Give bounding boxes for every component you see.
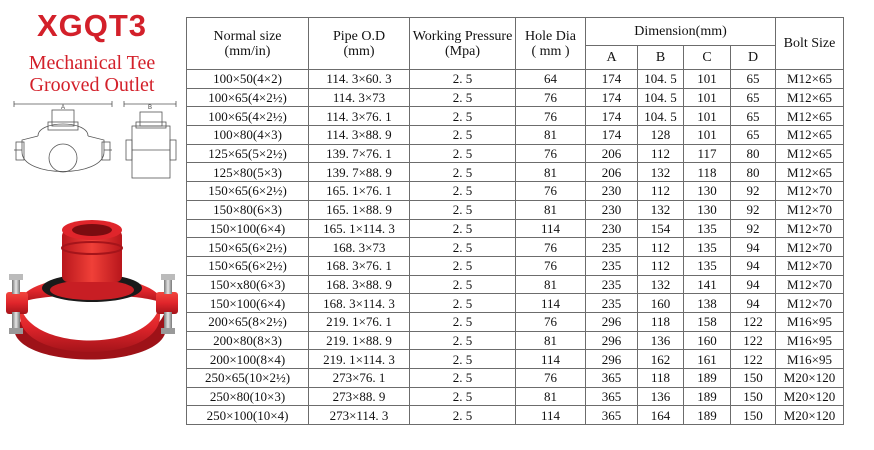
cell-dim-b: 112 (638, 182, 684, 201)
cell-dim-c: 130 (684, 200, 731, 219)
table-row (187, 294, 844, 313)
table-row (187, 369, 844, 388)
header-dim-d: D (731, 46, 776, 70)
cell-working-pressure: 2. 5 (410, 256, 516, 275)
cell-pipe-od: 273×114. 3 (309, 406, 410, 425)
header-normal-size: Normal size (mm/in) (187, 18, 309, 70)
cell-dim-a: 296 (586, 312, 638, 331)
cell-pipe-od: 168. 3×76. 1 (309, 256, 410, 275)
cell-dim-d: 122 (731, 312, 776, 331)
cell-dim-a: 235 (586, 256, 638, 275)
cell-hole-dia: 81 (516, 163, 586, 182)
cell-dim-b: 118 (638, 312, 684, 331)
cell-dim-b: 162 (638, 350, 684, 369)
cell-hole-dia: 76 (516, 312, 586, 331)
cell-normal-size: 100×50(4×2) (187, 70, 309, 89)
cell-working-pressure: 2. 5 (410, 219, 516, 238)
cell-dim-d: 94 (731, 238, 776, 257)
cell-dim-a: 174 (586, 126, 638, 145)
cell-dim-d: 92 (731, 219, 776, 238)
specification-rows (187, 70, 844, 425)
cell-dim-a: 174 (586, 107, 638, 126)
cell-bolt-size: M16×95 (776, 350, 844, 369)
cell-dim-c: 101 (684, 107, 731, 126)
cell-dim-c: 101 (684, 88, 731, 107)
cell-hole-dia: 76 (516, 88, 586, 107)
cell-dim-d: 65 (731, 107, 776, 126)
cell-dim-d: 65 (731, 88, 776, 107)
cell-hole-dia: 81 (516, 200, 586, 219)
table-row (187, 331, 844, 350)
cell-dim-c: 161 (684, 350, 731, 369)
cell-working-pressure: 2. 5 (410, 163, 516, 182)
technical-drawing (8, 100, 184, 190)
cell-dim-b: 118 (638, 369, 684, 388)
cell-pipe-od: 219. 1×114. 3 (309, 350, 410, 369)
cell-hole-dia: 76 (516, 144, 586, 163)
cell-normal-size: 200×100(8×4) (187, 350, 309, 369)
cell-normal-size: 100×80(4×3) (187, 126, 309, 145)
cell-dim-d: 122 (731, 331, 776, 350)
cell-pipe-od: 114. 3×88. 9 (309, 126, 410, 145)
cell-normal-size: 150×65(6×2½) (187, 256, 309, 275)
cell-hole-dia: 114 (516, 406, 586, 425)
cell-dim-d: 150 (731, 406, 776, 425)
cell-bolt-size: M20×120 (776, 406, 844, 425)
cell-pipe-od: 165. 1×114. 3 (309, 219, 410, 238)
cell-dim-d: 92 (731, 200, 776, 219)
cell-dim-c: 135 (684, 238, 731, 257)
header-dim-c: C (684, 46, 731, 70)
table-row (187, 144, 844, 163)
cell-bolt-size: M12×70 (776, 182, 844, 201)
cell-working-pressure: 2. 5 (410, 294, 516, 313)
cell-bolt-size: M16×95 (776, 331, 844, 350)
cell-bolt-size: M12×70 (776, 219, 844, 238)
cell-dim-d: 94 (731, 275, 776, 294)
cell-bolt-size: M12×70 (776, 256, 844, 275)
cell-dim-a: 174 (586, 70, 638, 89)
table-row (187, 387, 844, 406)
cell-hole-dia: 81 (516, 275, 586, 294)
header-bolt-size: Bolt Size (776, 18, 844, 70)
model-code: XGQT3 (36, 8, 148, 43)
product-photo (6, 208, 178, 372)
header-hole-dia: Hole Dia ( mm ) (516, 18, 586, 70)
cell-dim-b: 112 (638, 144, 684, 163)
cell-dim-a: 365 (586, 406, 638, 425)
cell-dim-a: 206 (586, 163, 638, 182)
cell-dim-d: 94 (731, 256, 776, 275)
cell-pipe-od: 219. 1×88. 9 (309, 331, 410, 350)
cell-hole-dia: 81 (516, 331, 586, 350)
cell-bolt-size: M12×65 (776, 126, 844, 145)
cell-bolt-size: M12×65 (776, 88, 844, 107)
cell-normal-size: 125×80(5×3) (187, 163, 309, 182)
cell-pipe-od: 114. 3×60. 3 (309, 70, 410, 89)
cell-dim-b: 160 (638, 294, 684, 313)
cell-dim-c: 130 (684, 182, 731, 201)
table-row (187, 182, 844, 201)
cell-bolt-size: M12×65 (776, 70, 844, 89)
cell-hole-dia: 64 (516, 70, 586, 89)
cell-dim-a: 230 (586, 182, 638, 201)
cell-dim-d: 65 (731, 70, 776, 89)
cell-dim-a: 206 (586, 144, 638, 163)
cell-bolt-size: M16×95 (776, 312, 844, 331)
cell-dim-d: 150 (731, 369, 776, 388)
table-row (187, 312, 844, 331)
header-pipe-od: Pipe O.D (mm) (309, 18, 410, 70)
cell-dim-a: 174 (586, 88, 638, 107)
cell-working-pressure: 2. 5 (410, 331, 516, 350)
cell-dim-b: 112 (638, 238, 684, 257)
cell-dim-b: 154 (638, 219, 684, 238)
cell-dim-d: 94 (731, 294, 776, 313)
cell-dim-d: 122 (731, 350, 776, 369)
cell-dim-c: 141 (684, 275, 731, 294)
cell-pipe-od: 168. 3×114. 3 (309, 294, 410, 313)
cell-dim-a: 235 (586, 238, 638, 257)
cell-normal-size: 150×80(6×3) (187, 200, 309, 219)
cell-dim-c: 118 (684, 163, 731, 182)
cell-dim-b: 112 (638, 256, 684, 275)
header-dimension: Dimension(mm) (586, 18, 776, 46)
header-dim-b: B (638, 46, 684, 70)
cell-dim-b: 132 (638, 200, 684, 219)
cell-dim-b: 136 (638, 387, 684, 406)
cell-pipe-od: 114. 3×76. 1 (309, 107, 410, 126)
cell-normal-size: 150×100(6×4) (187, 219, 309, 238)
cell-normal-size: 150×65(6×2½) (187, 182, 309, 201)
cell-working-pressure: 2. 5 (410, 88, 516, 107)
cell-dim-b: 132 (638, 275, 684, 294)
cell-dim-c: 101 (684, 70, 731, 89)
product-title-line2: Grooved Outlet (29, 74, 155, 96)
cell-dim-d: 150 (731, 387, 776, 406)
cell-pipe-od: 165. 1×76. 1 (309, 182, 410, 201)
cell-dim-d: 65 (731, 126, 776, 145)
cell-normal-size: 125×65(5×2½) (187, 144, 309, 163)
cell-dim-a: 235 (586, 275, 638, 294)
cell-working-pressure: 2. 5 (410, 406, 516, 425)
table-row (187, 238, 844, 257)
cell-pipe-od: 139. 7×76. 1 (309, 144, 410, 163)
cell-dim-b: 136 (638, 331, 684, 350)
cell-normal-size: 100×65(4×2½) (187, 107, 309, 126)
cell-dim-a: 230 (586, 219, 638, 238)
cell-dim-c: 189 (684, 406, 731, 425)
cell-bolt-size: M20×120 (776, 369, 844, 388)
cell-working-pressure: 2. 5 (410, 126, 516, 145)
cell-bolt-size: M12×65 (776, 107, 844, 126)
cell-working-pressure: 2. 5 (410, 144, 516, 163)
side-view-drawing (124, 101, 176, 178)
drawing-label-a: A (60, 105, 66, 111)
cell-dim-a: 365 (586, 387, 638, 406)
cell-dim-a: 296 (586, 331, 638, 350)
cell-bolt-size: M12×70 (776, 294, 844, 313)
cell-normal-size: 250×65(10×2½) (187, 369, 309, 388)
cell-dim-c: 189 (684, 369, 731, 388)
cell-dim-c: 135 (684, 256, 731, 275)
cell-dim-c: 189 (684, 387, 731, 406)
cell-working-pressure: 2. 5 (410, 70, 516, 89)
header-dim-a: A (586, 46, 638, 70)
cell-dim-b: 164 (638, 406, 684, 425)
cell-hole-dia: 81 (516, 126, 586, 145)
header-working-pressure: Working Pressure (Mpa) (410, 18, 516, 70)
cell-dim-b: 104. 5 (638, 107, 684, 126)
cell-pipe-od: 168. 3×88. 9 (309, 275, 410, 294)
cell-pipe-od: 114. 3×73 (309, 88, 410, 107)
cell-dim-b: 128 (638, 126, 684, 145)
cell-bolt-size: M20×120 (776, 387, 844, 406)
cell-normal-size: 200×65(8×2½) (187, 312, 309, 331)
cell-hole-dia: 76 (516, 182, 586, 201)
cell-bolt-size: M12×65 (776, 163, 844, 182)
cell-dim-c: 158 (684, 312, 731, 331)
table-row (187, 163, 844, 182)
table-row (187, 256, 844, 275)
cell-working-pressure: 2. 5 (410, 275, 516, 294)
cell-dim-a: 296 (586, 350, 638, 369)
drawing-label-b: B (147, 105, 153, 111)
cell-pipe-od: 139. 7×88. 9 (309, 163, 410, 182)
cell-working-pressure: 2. 5 (410, 350, 516, 369)
cell-dim-b: 104. 5 (638, 88, 684, 107)
cell-normal-size: 250×100(10×4) (187, 406, 309, 425)
cell-working-pressure: 2. 5 (410, 238, 516, 257)
cell-pipe-od: 168. 3×73 (309, 238, 410, 257)
cell-working-pressure: 2. 5 (410, 200, 516, 219)
cell-dim-c: 101 (684, 126, 731, 145)
cell-normal-size: 200×80(8×3) (187, 331, 309, 350)
cell-dim-a: 230 (586, 200, 638, 219)
cell-dim-a: 235 (586, 294, 638, 313)
cell-bolt-size: M12×65 (776, 144, 844, 163)
cell-dim-c: 117 (684, 144, 731, 163)
cell-hole-dia: 76 (516, 369, 586, 388)
cell-hole-dia: 81 (516, 387, 586, 406)
table-row (187, 219, 844, 238)
cell-dim-b: 104. 5 (638, 70, 684, 89)
cell-dim-c: 160 (684, 331, 731, 350)
table-row (187, 275, 844, 294)
table-row (187, 107, 844, 126)
cell-dim-d: 80 (731, 144, 776, 163)
cell-dim-d: 92 (731, 182, 776, 201)
table-row (187, 350, 844, 369)
cell-normal-size: 150×100(6×4) (187, 294, 309, 313)
front-view-drawing (14, 101, 112, 172)
cell-pipe-od: 273×76. 1 (309, 369, 410, 388)
cell-working-pressure: 2. 5 (410, 369, 516, 388)
cell-normal-size: 100×65(4×2½) (187, 88, 309, 107)
table-row (187, 406, 844, 425)
table-row (187, 200, 844, 219)
specification-table (186, 17, 844, 425)
cell-bolt-size: M12×70 (776, 238, 844, 257)
cell-pipe-od: 219. 1×76. 1 (309, 312, 410, 331)
cell-pipe-od: 273×88. 9 (309, 387, 410, 406)
cell-normal-size: 150×x80(6×3) (187, 275, 309, 294)
table-row (187, 88, 844, 107)
cell-working-pressure: 2. 5 (410, 107, 516, 126)
cell-dim-d: 80 (731, 163, 776, 182)
cell-working-pressure: 2. 5 (410, 312, 516, 331)
cell-hole-dia: 114 (516, 294, 586, 313)
table-row (187, 70, 844, 89)
product-title-line1: Mechanical Tee (28, 52, 156, 74)
cell-dim-c: 138 (684, 294, 731, 313)
cell-hole-dia: 114 (516, 219, 586, 238)
cell-dim-b: 132 (638, 163, 684, 182)
cell-hole-dia: 76 (516, 256, 586, 275)
cell-normal-size: 250×80(10×3) (187, 387, 309, 406)
cell-bolt-size: M12×70 (776, 200, 844, 219)
cell-bolt-size: M12×70 (776, 275, 844, 294)
cell-hole-dia: 76 (516, 238, 586, 257)
table-row (187, 126, 844, 145)
cell-working-pressure: 2. 5 (410, 387, 516, 406)
brand-panel (0, 0, 186, 450)
cell-pipe-od: 165. 1×88. 9 (309, 200, 410, 219)
cell-normal-size: 150×65(6×2½) (187, 238, 309, 257)
cell-working-pressure: 2. 5 (410, 182, 516, 201)
cell-hole-dia: 114 (516, 350, 586, 369)
cell-dim-c: 135 (684, 219, 731, 238)
cell-hole-dia: 76 (516, 107, 586, 126)
cell-dim-a: 365 (586, 369, 638, 388)
